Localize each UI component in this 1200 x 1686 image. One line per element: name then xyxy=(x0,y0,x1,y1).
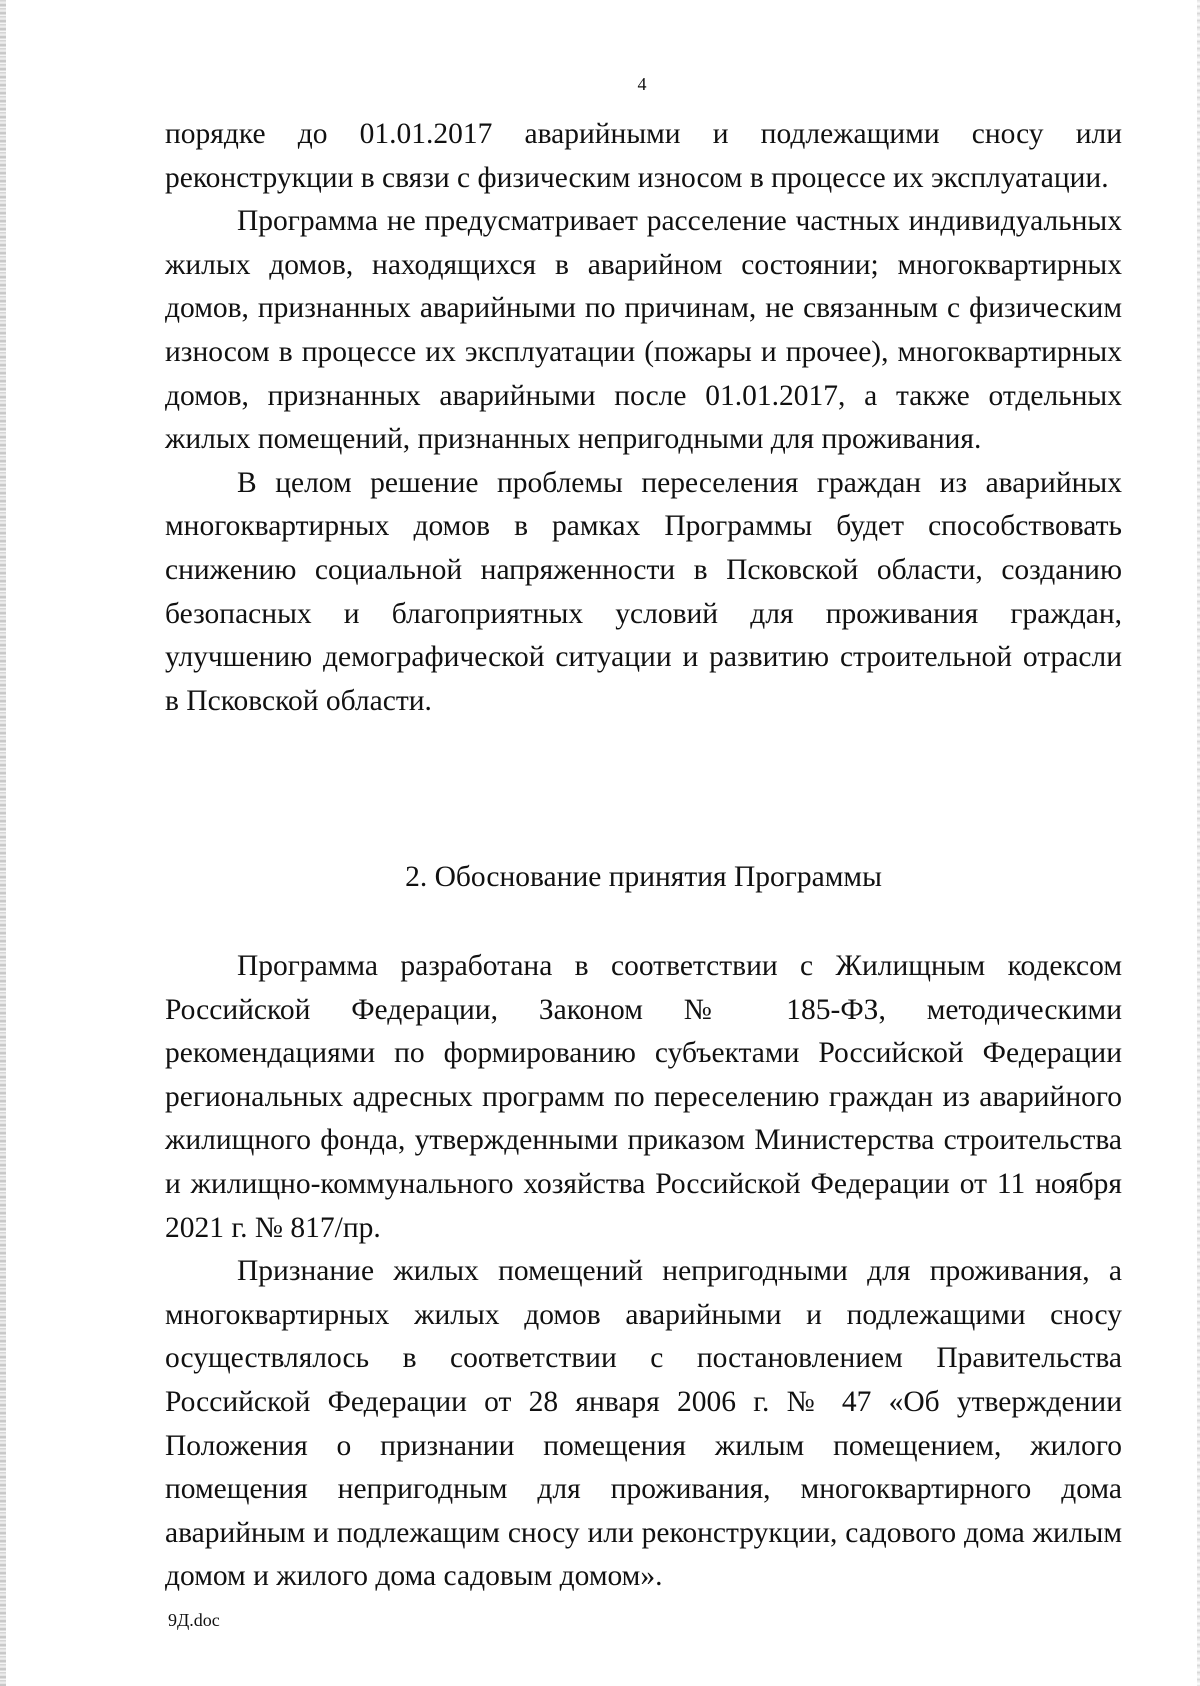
page-number: 4 xyxy=(637,74,647,94)
paragraph-continuation: порядке до 01.01.2017 аварийными и подлежащими сносу или реконструкции в связи с физическим износом в процессе их эксплуатации. xyxy=(165,118,1122,194)
body-text-bottom xyxy=(165,945,1122,1599)
body-text-top xyxy=(165,113,1122,723)
scan-edge-left xyxy=(0,0,6,1686)
footer-filename: 9Д.doc xyxy=(168,1610,220,1630)
paragraph-recognition-procedure: Признание жилых помещений непригодными для проживания, а многоквартирных жилых домов аварийными и подлежащими сносу осуществлялось в соответствии с постановлением Правительства Российской Федерации от 28 января 2006 г. № 47 «Об утверждении Положения о признании помещения жилым помещением, жилого помещения непригодным для проживания, многоквартирного дома аварийным и подлежащим сносу или реконструкции, садового дома жилым домом и жилого дома садовым домом». xyxy=(165,1255,1122,1593)
section-heading: 2. Обоснование принятия Программы xyxy=(405,861,882,893)
paragraph-legal-basis: Программа разработана в соответствии с Жилищным кодексом Российской Федерации, Законом № 185-ФЗ, методическими рекомендациями по формированию субъектами Российской Федерации региональных адресных программ по переселению граждан из аварийного жилищного фонда, утвержденными приказом Министерства строительства и жилищно-коммунального хозяйства Российской Федерации от 11 ноября 2021 г. № 817/пр. xyxy=(165,950,1122,1244)
paragraph-program-exclusions: Программа не предусматривает расселение частных индивидуальных жилых домов, находящихся в аварийном состоянии; многоквартирных домов, признанных аварийными по причинам, не связанным с физическим износом в процессе их эксплуатации (пожары и прочее), многоквартирных домов, признанных аварийными после 01.01.2017, а также отдельных жилых помещений, признанных непригодными для проживания. xyxy=(165,205,1122,456)
paragraph-program-benefits: В целом решение проблемы переселения граждан из аварийных многоквартирных домов в рамках Программы будет способствовать снижению социальной напряженности в Псковской области, созданию безопасных и благоприятных условий для проживания граждан, улучшению демографической ситуации и развитию строительной отрасли в Псковской области. xyxy=(165,466,1122,717)
